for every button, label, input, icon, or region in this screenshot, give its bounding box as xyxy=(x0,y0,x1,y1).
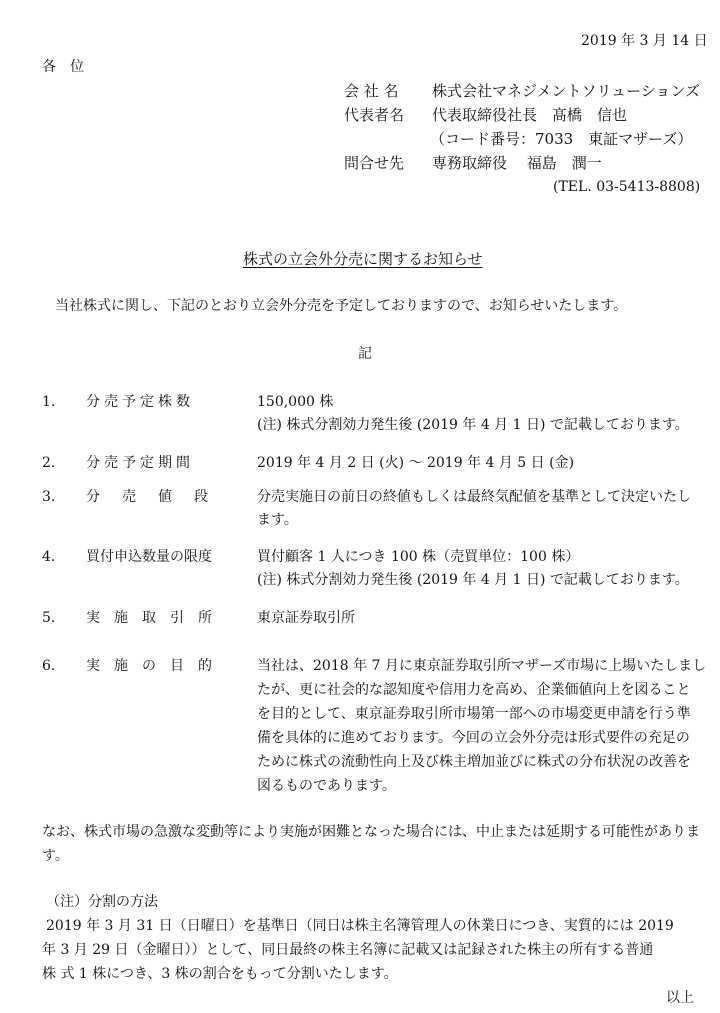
item-line: たが、更に社会的な認知度や信用力を高め、企業価値向上を図ること xyxy=(257,682,691,698)
item-line: 当社は、2018 年 7 月に東京証券取引所マザーズ市場に上場いたしまし xyxy=(257,658,707,674)
item-line: (注) 株式分割効力発生後 (2019 年 4 月 1 日) で記載しております。 xyxy=(257,417,689,433)
item-number: 4． xyxy=(42,549,65,565)
contact-label: 問合せ先 xyxy=(344,154,405,172)
item-line: 2019 年 4 月 2 日 (火) 〜 2019 年 4 月 5 日 (金) xyxy=(257,455,575,471)
item-number: 3． xyxy=(42,489,65,505)
ki-heading: 記 xyxy=(358,346,372,362)
company-name-label: 会 社 名 xyxy=(344,82,399,100)
item-label: 分 売 値 段 xyxy=(86,489,212,505)
item-number: 5． xyxy=(42,610,65,626)
split-line: 年 3 月 29 日（金曜日））として、同日最終の株主名簿に記載又は記録された株主の所有する普通 xyxy=(42,942,654,958)
notice-line: す。 xyxy=(42,848,69,864)
addressee: 各 位 xyxy=(42,59,84,75)
stock-code: （コード番号：7033 東証マザーズ） xyxy=(430,130,693,148)
item-number: 6． xyxy=(42,658,65,674)
contact-tel: (TEL. 03-5413-8808) xyxy=(553,179,701,195)
item-label: 分売予定株数 xyxy=(86,394,194,410)
item-label: 実施取引所 xyxy=(86,610,226,626)
document-date: 2019 年 3 月 14 日 xyxy=(581,33,708,49)
item-label: 実施の目的 xyxy=(86,658,226,674)
item-line: 150,000 株 xyxy=(257,394,334,410)
document-title: 株式の立会外分売に関するお知らせ xyxy=(243,250,483,268)
item-number: 1． xyxy=(42,394,65,410)
representative-name: 代表取締役社長 髙橋 信也 xyxy=(432,106,628,124)
notice-line: なお、株式市場の急激な変動等により実施が困難となった場合には、中止または延期する可能性がありま xyxy=(42,824,700,840)
item-line: 東京証券取引所 xyxy=(257,610,355,626)
item-number: 2． xyxy=(42,455,65,471)
item-label: 分売予定期間 xyxy=(86,455,194,471)
item-line: ます。 xyxy=(257,512,298,528)
item-line: ために株式の流動性向上及び株主増加並びに株式の分布状況の改善を xyxy=(257,754,691,770)
intro-text: 当社株式に関し、下記のとおり立会外分売を予定しておりますので、お知らせいたします。 xyxy=(55,298,628,314)
item-line: 買付顧客 1 人につき 100 株（売買単位：100 株） xyxy=(257,549,580,565)
item-line: を目的として、東京証券取引所市場第一部への市場変更申請を行う準 xyxy=(257,706,691,722)
item-line: 分売実施日の前日の終値もしくは最終気配値を基準として決定いたし xyxy=(257,489,691,505)
company-name: 株式会社マネジメントソリューションズ xyxy=(432,82,701,100)
closing-mark: 以上 xyxy=(666,990,694,1006)
item-line: 図るものであります。 xyxy=(257,778,396,794)
item-line: (注) 株式分割効力発生後 (2019 年 4 月 1 日) で記載しております。 xyxy=(257,572,689,588)
split-line: 2019 年 3 月 31 日（日曜日）を基準日（同日は株主名簿管理人の休業日につき、実質的には 2019 xyxy=(46,918,674,934)
item-label: 買付申込数量の限度 xyxy=(86,549,212,565)
split-line: 株 式 1 株につき、3 株の割合をもって分割いたします。 xyxy=(42,966,398,982)
item-line: 備を具体的に進めております。今回の立会外分売は形式要件の充足の xyxy=(257,730,690,746)
split-heading: （注）分割の方法 xyxy=(46,894,158,910)
representative-label: 代表者名 xyxy=(344,106,405,124)
contact-person: 専務取締役 福島 潤一 xyxy=(432,154,602,172)
